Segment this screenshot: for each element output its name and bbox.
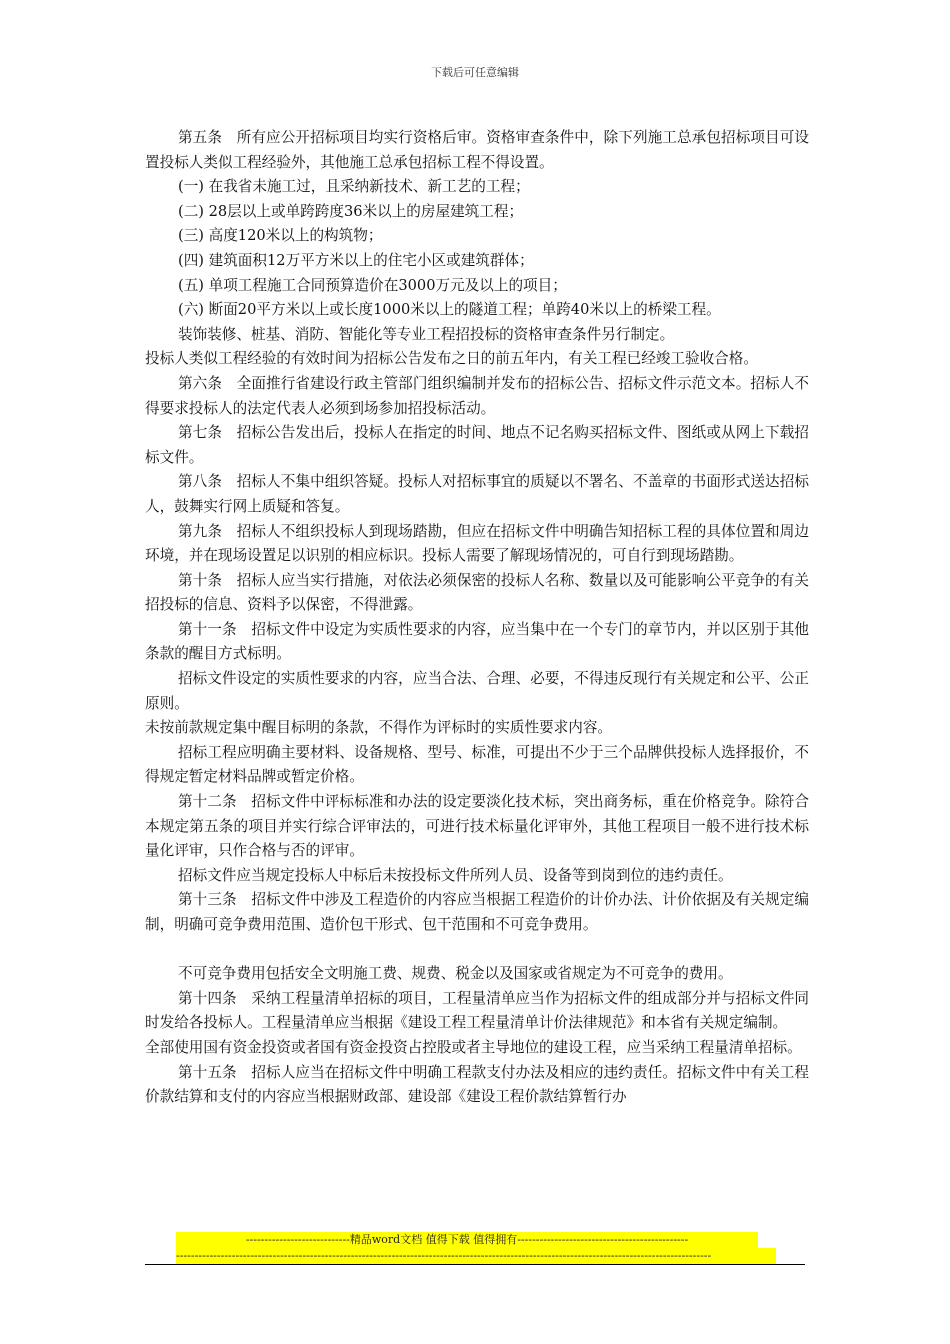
paragraph: 第十条 招标人应当实行措施，对依法必须保密的投标人名称、数量以及可能影响公平竞争的有关招投标的信息、资料予以保密，不得泄露。 (145, 571, 809, 614)
footer-banner-line-1: ----------------------------精品word文档 值得下载 值得拥有---------------------------------------------- (176, 1232, 758, 1248)
footer-banner-line-2: ------------------------------------------------------------------------------------------------------------------------------------------------ (176, 1248, 776, 1264)
paragraph: 全部使用国有资金投资或者国有资金投资占控股或者主导地位的建设工程，应当采纳工程量清单招标。 (145, 1038, 802, 1056)
paragraph: (二) 28层以上或单跨跨度36米以上的房屋建筑工程； (178, 202, 524, 220)
paragraph: 第八条 招标人不集中组织答疑。投标人对招标事宜的质疑以不署名、不盖章的书面形式送达招标人，鼓舞实行网上质疑和答复。 (145, 473, 809, 515)
paragraph: 招标文件设定的实质性要求的内容，应当合法、合理、必要，不得违反现行有关规定和公平、公正原则。 (145, 670, 809, 712)
paragraph: 第五条 所有应公开招标项目均实行资格后审。资格审查条件中，除下列施工总承包招标项目可设置投标人类似工程经验外，其他施工总承包招标工程不得设置。 (145, 129, 809, 171)
paragraph: 第六条 全面推行省建设行政主管部门组织编制并发布的招标公告、招标文件示范文本。招标人不得要求投标人的法定代表人必须到场参加招投标活动。 (145, 374, 809, 417)
paragraph: 第十三条 招标文件中涉及工程造价的内容应当根据工程造价的计价办法、计价依据及有关规定编制，明确可竞争费用范围、造价包干形式、包干范围和不可竞争费用。 (145, 891, 809, 933)
paragraph: (六) 断面20平方米以上或长度1000米以上的隧道工程；单跨40米以上的桥梁工程。 (178, 301, 721, 319)
footer-rule (145, 1264, 805, 1265)
paragraph: 装饰装修、桩基、消防、智能化等专业工程招投标的资格审查条件另行制定。 (178, 325, 675, 343)
paragraph: 第十四条 采纳工程量清单招标的项目，工程量清单应当作为招标文件的组成部分并与招标文件同时发给各投标人。工程量清单应当根据《建设工程工程量清单计价法律规范》和本省有关规定编制。 (145, 989, 809, 1032)
paragraph: 第七条 招标公告发出后，投标人在指定的时间、地点不记名购买招标文件、图纸或从网上下载招标文件。 (145, 424, 809, 466)
paragraph: 第十二条 招标文件中评标标准和办法的设定要淡化技术标，突出商务标，重在价格竞争。除符合本规定第五条的项目并实行综合评审法的，可进行技术标量化评审外，其他工程项目一般不进行技术标量化评审，只作合格与否的评审。 (145, 793, 809, 860)
paragraph: (五) 单项工程施工合同预算造价在3000万元及以上的项目； (178, 276, 567, 294)
paragraph: (四) 建筑面积12万平方米以上的住宅小区或建筑群体； (178, 251, 534, 269)
paragraph: 招标工程应明确主要材料、设备规格、型号、标准，可提出不少于三个品牌供投标人选择报价，不得规定暂定材料品牌或暂定价格。 (145, 743, 809, 786)
paragraph: 第十五条 招标人应当在招标文件中明确工程款支付办法及相应的违约责任。招标文件中有关工程价款结算和支付的内容应当根据财政部、建设部《建设工程价款结算暂行办 (145, 1063, 809, 1106)
paragraph: (一) 在我省未施工过，且采纳新技术、新工艺的工程； (178, 178, 530, 196)
paragraph: 不可竞争费用包括安全文明施工费、规费、税金以及国家或省规定为不可竞争的费用。 (178, 965, 733, 983)
paragraph: 招标文件应当规定投标人中标后未按投标文件所列人员、设备等到岗到位的违约责任。 (178, 866, 733, 884)
paragraph: (三) 高度120米以上的构筑物； (178, 227, 383, 245)
blank-line (145, 938, 809, 963)
paragraph: 未按前款规定集中醒目标明的条款，不得作为评标时的实质性要求内容。 (145, 719, 613, 737)
document-body (145, 126, 809, 1110)
paragraph: 第十一条 招标文件中设定为实质性要求的内容，应当集中在一个专门的章节内，并以区别于其他条款的醒目方式标明。 (145, 620, 809, 663)
paragraph: 第九条 招标人不组织投标人到现场踏勘，但应在招标文件中明确告知招标工程的具体位置和周边环境，并在现场设置足以识别的相应标识。投标人需要了解现场情况的，可自行到现场踏勘。 (145, 522, 809, 565)
paragraph: 投标人类似工程经验的有效时间为招标公告发布之日的前五年内，有关工程已经竣工验收合格。 (145, 350, 758, 368)
page-header: 下载后可任意编辑 (431, 66, 519, 79)
